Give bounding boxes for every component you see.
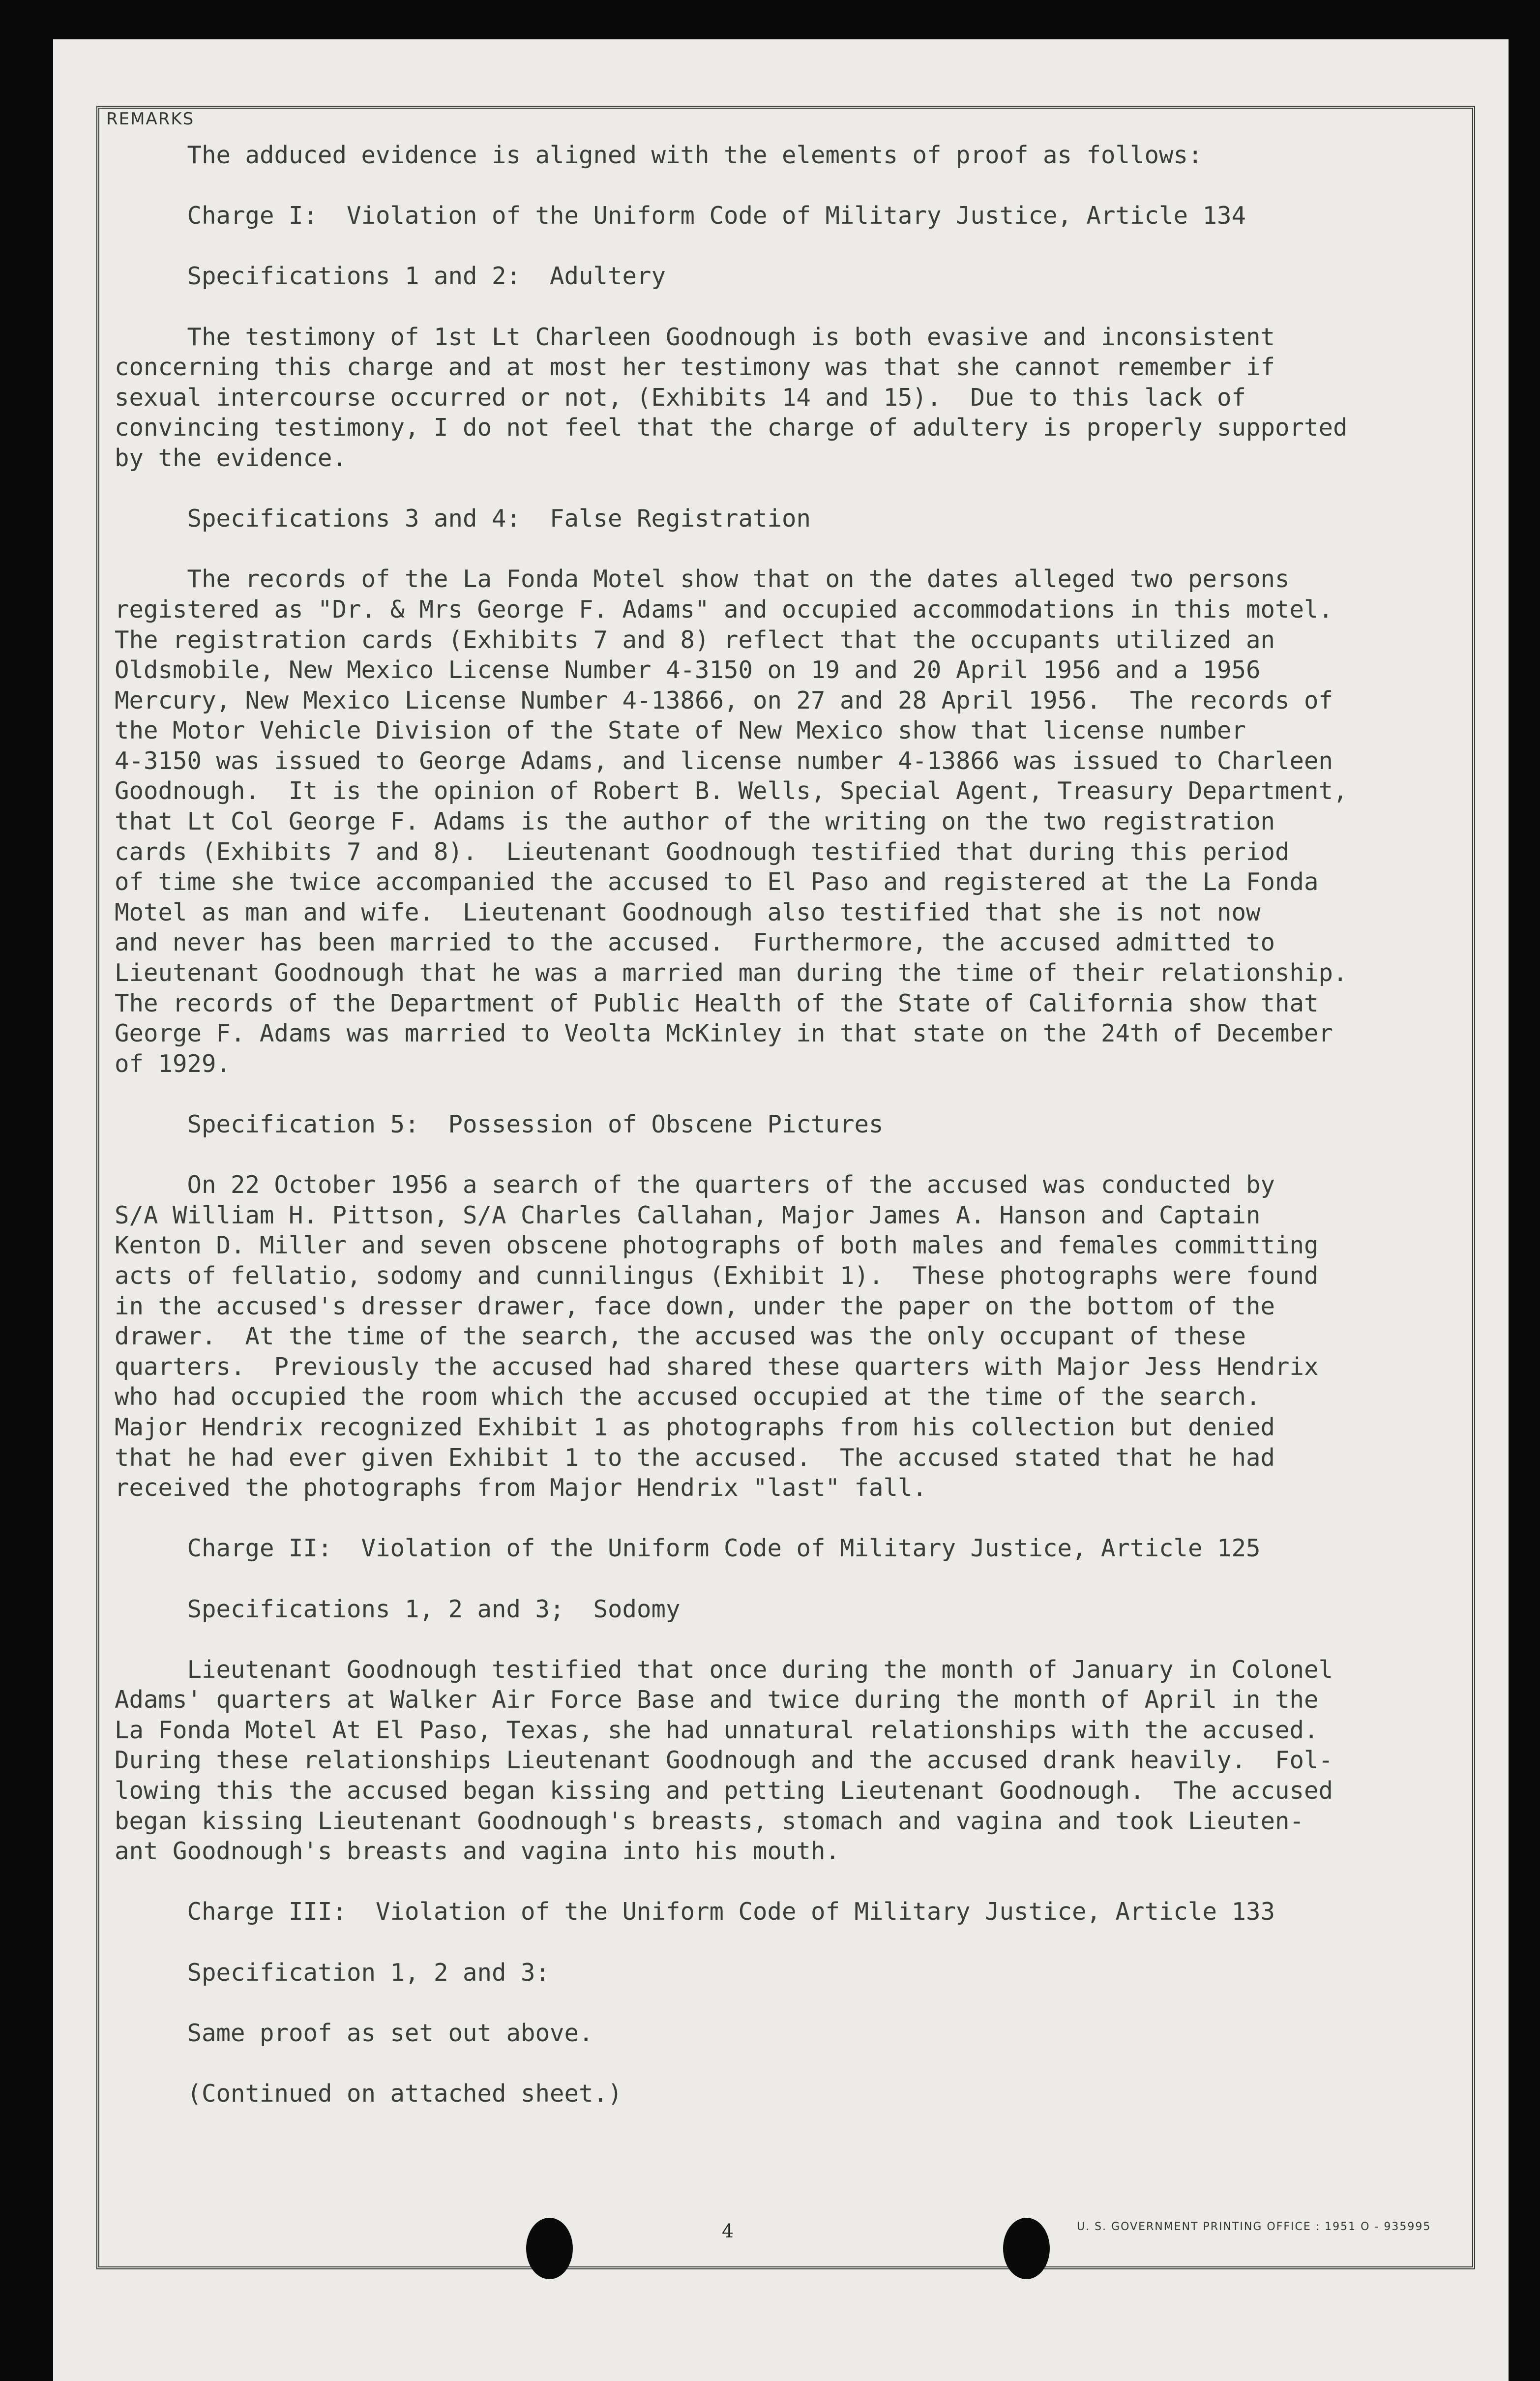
text-line: received the photographs from Major Hendrix "last" fall. [115, 1474, 927, 1502]
paragraph-gap [115, 171, 1472, 201]
text-line: began kissing Lieutenant Goodnough's breasts, stomach and vagina and took Lieuten- [115, 1807, 1304, 1835]
binder-hole-left [526, 2218, 573, 2279]
text-line: La Fonda Motel At El Paso, Texas, she had unnatural relationships with the accused. [115, 1716, 1319, 1744]
paragraph-gap [115, 2048, 1472, 2079]
paragraph-gap [115, 1079, 1472, 1109]
text-line: Major Hendrix recognized Exhibit 1 as photographs from his collection but denied [115, 1413, 1275, 1441]
text-line: Charge III: Violation of the Uniform Code of Military Justice, Article 133 [115, 1898, 1275, 1926]
text-line: that he had ever given Exhibit 1 to the accused. The accused stated that he had [115, 1443, 1275, 1472]
text-line: The registration cards (Exhibits 7 and 8) reflect that the occupants utilized an [115, 625, 1275, 654]
document-sheet [53, 39, 1509, 2381]
remarks-label: REMARKS [106, 109, 195, 129]
text-line: of time she twice accompanied the accused to El Paso and registered at the La Fonda [115, 868, 1319, 896]
text-line: George F. Adams was married to Veolta McKinley in that state on the 24th of December [115, 1019, 1333, 1048]
text-line: Motel as man and wife. Lieutenant Goodnough also testified that she is not now [115, 898, 1261, 926]
text-line: Specification 5: Possession of Obscene Pictures [115, 1110, 884, 1138]
text-line: Oldsmobile, New Mexico License Number 4-3150 on 19 and 20 April 1956 and a 1956 [115, 656, 1261, 685]
paragraph-gap [115, 1867, 1472, 1897]
text-line: cards (Exhibits 7 and 8). Lieutenant Goodnough testified that during this period [115, 837, 1290, 866]
text-line: the Motor Vehicle Division of the State of New Mexico show that license number [115, 716, 1246, 745]
text-line: Lieutenant Goodnough that he was a married man during the time of their relationship. [115, 959, 1348, 987]
text-line: (Continued on attached sheet.) [115, 2080, 622, 2108]
paragraph-gap [115, 1503, 1472, 1534]
paragraph-gap [115, 1624, 1472, 1655]
text-line: Adams' quarters at Walker Air Force Base and twice during the month of April in the [115, 1686, 1319, 1714]
text-line: The records of the La Fonda Motel show that on the dates alleged two persons [115, 565, 1290, 594]
text-line: 4-3150 was issued to George Adams, and license number 4-13866 was issued to Charleen [115, 746, 1333, 775]
page-number: 4 [722, 2220, 734, 2242]
text-line: and never has been married to the accused. Furthermore, the accused admitted to [115, 928, 1275, 957]
text-line: The testimony of 1st Lt Charleen Goodnough is both evasive and inconsistent [115, 323, 1275, 351]
text-line: ant Goodnough's breasts and vagina into his mouth. [115, 1837, 840, 1866]
text-line: Goodnough. It is the opinion of Robert B. Wells, Special Agent, Treasury Department, [115, 777, 1348, 805]
paragraph-gap [115, 231, 1472, 262]
text-line: convincing testimony, I do not feel that the charge of adultery is properly supported [115, 414, 1348, 442]
text-line: Specification 1, 2 and 3: [115, 1958, 550, 1987]
text-line: On 22 October 1956 a search of the quarters of the accused was conducted by [115, 1171, 1275, 1199]
binder-hole-right [1003, 2218, 1050, 2279]
text-line: Same proof as set out above. [115, 2019, 593, 2047]
text-line: acts of fellatio, sodomy and cunnilingus (Exhibit 1). These photographs were found [115, 1261, 1319, 1290]
text-line: Specifications 1 and 2: Adultery [115, 262, 666, 291]
remarks-body [115, 140, 1472, 2109]
text-line: by the evidence. [115, 444, 347, 472]
text-line: registered as "Dr. & Mrs George F. Adams" and occupied accommodations in this motel. [115, 595, 1333, 624]
text-line: S/A William H. Pittson, S/A Charles Callahan, Major James A. Hanson and Captain [115, 1201, 1261, 1229]
paragraph-gap [115, 1988, 1472, 2018]
text-line: of 1929. [115, 1049, 231, 1078]
text-line: lowing this the accused began kissing and petting Lieutenant Goodnough. The accused [115, 1777, 1333, 1805]
text-line: drawer. At the time of the search, the accused was the only occupant of these [115, 1322, 1246, 1351]
text-line: Charge II: Violation of the Uniform Code of Military Justice, Article 125 [115, 1534, 1261, 1563]
text-line: quarters. Previously the accused had shared these quarters with Major Jess Hendrix [115, 1352, 1319, 1381]
paragraph-gap [115, 1927, 1472, 1958]
text-line: During these relationships Lieutenant Goodnough and the accused drank heavily. Fol- [115, 1746, 1333, 1775]
printer-imprint: U. S. GOVERNMENT PRINTING OFFICE : 1951 O - 935995 [1077, 2221, 1431, 2233]
paragraph-gap [115, 474, 1472, 504]
text-line: The records of the Department of Public Health of the State of California show that [115, 989, 1319, 1017]
text-line: Mercury, New Mexico License Number 4-13866, on 27 and 28 April 1956. The records of [115, 686, 1333, 714]
text-line: who had occupied the room which the accused occupied at the time of the search. [115, 1383, 1261, 1411]
paragraph-gap [115, 1564, 1472, 1594]
text-line: sexual intercourse occurred or not, (Exhibits 14 and 15). Due to this lack of [115, 383, 1246, 412]
paragraph-gap [115, 534, 1472, 565]
text-line: Charge I: Violation of the Uniform Code of Military Justice, Article 134 [115, 202, 1246, 230]
text-line: The adduced evidence is aligned with the elements of proof as follows: [115, 141, 1203, 169]
text-line: Specifications 3 and 4: False Registration [115, 505, 811, 533]
paragraph-gap [115, 292, 1472, 322]
text-line: in the accused's dresser drawer, face down, under the paper on the bottom of the [115, 1292, 1275, 1320]
text-line: Lieutenant Goodnough testified that once during the month of January in Colonel [115, 1655, 1333, 1684]
text-line: concerning this charge and at most her testimony was that she cannot remember if [115, 353, 1275, 382]
text-line: that Lt Col George F. Adams is the author of the writing on the two registration [115, 807, 1275, 836]
paragraph-gap [115, 1140, 1472, 1170]
text-line: Specifications 1, 2 and 3; Sodomy [115, 1595, 681, 1623]
text-line: Kenton D. Miller and seven obscene photographs of both males and females committing [115, 1231, 1319, 1260]
